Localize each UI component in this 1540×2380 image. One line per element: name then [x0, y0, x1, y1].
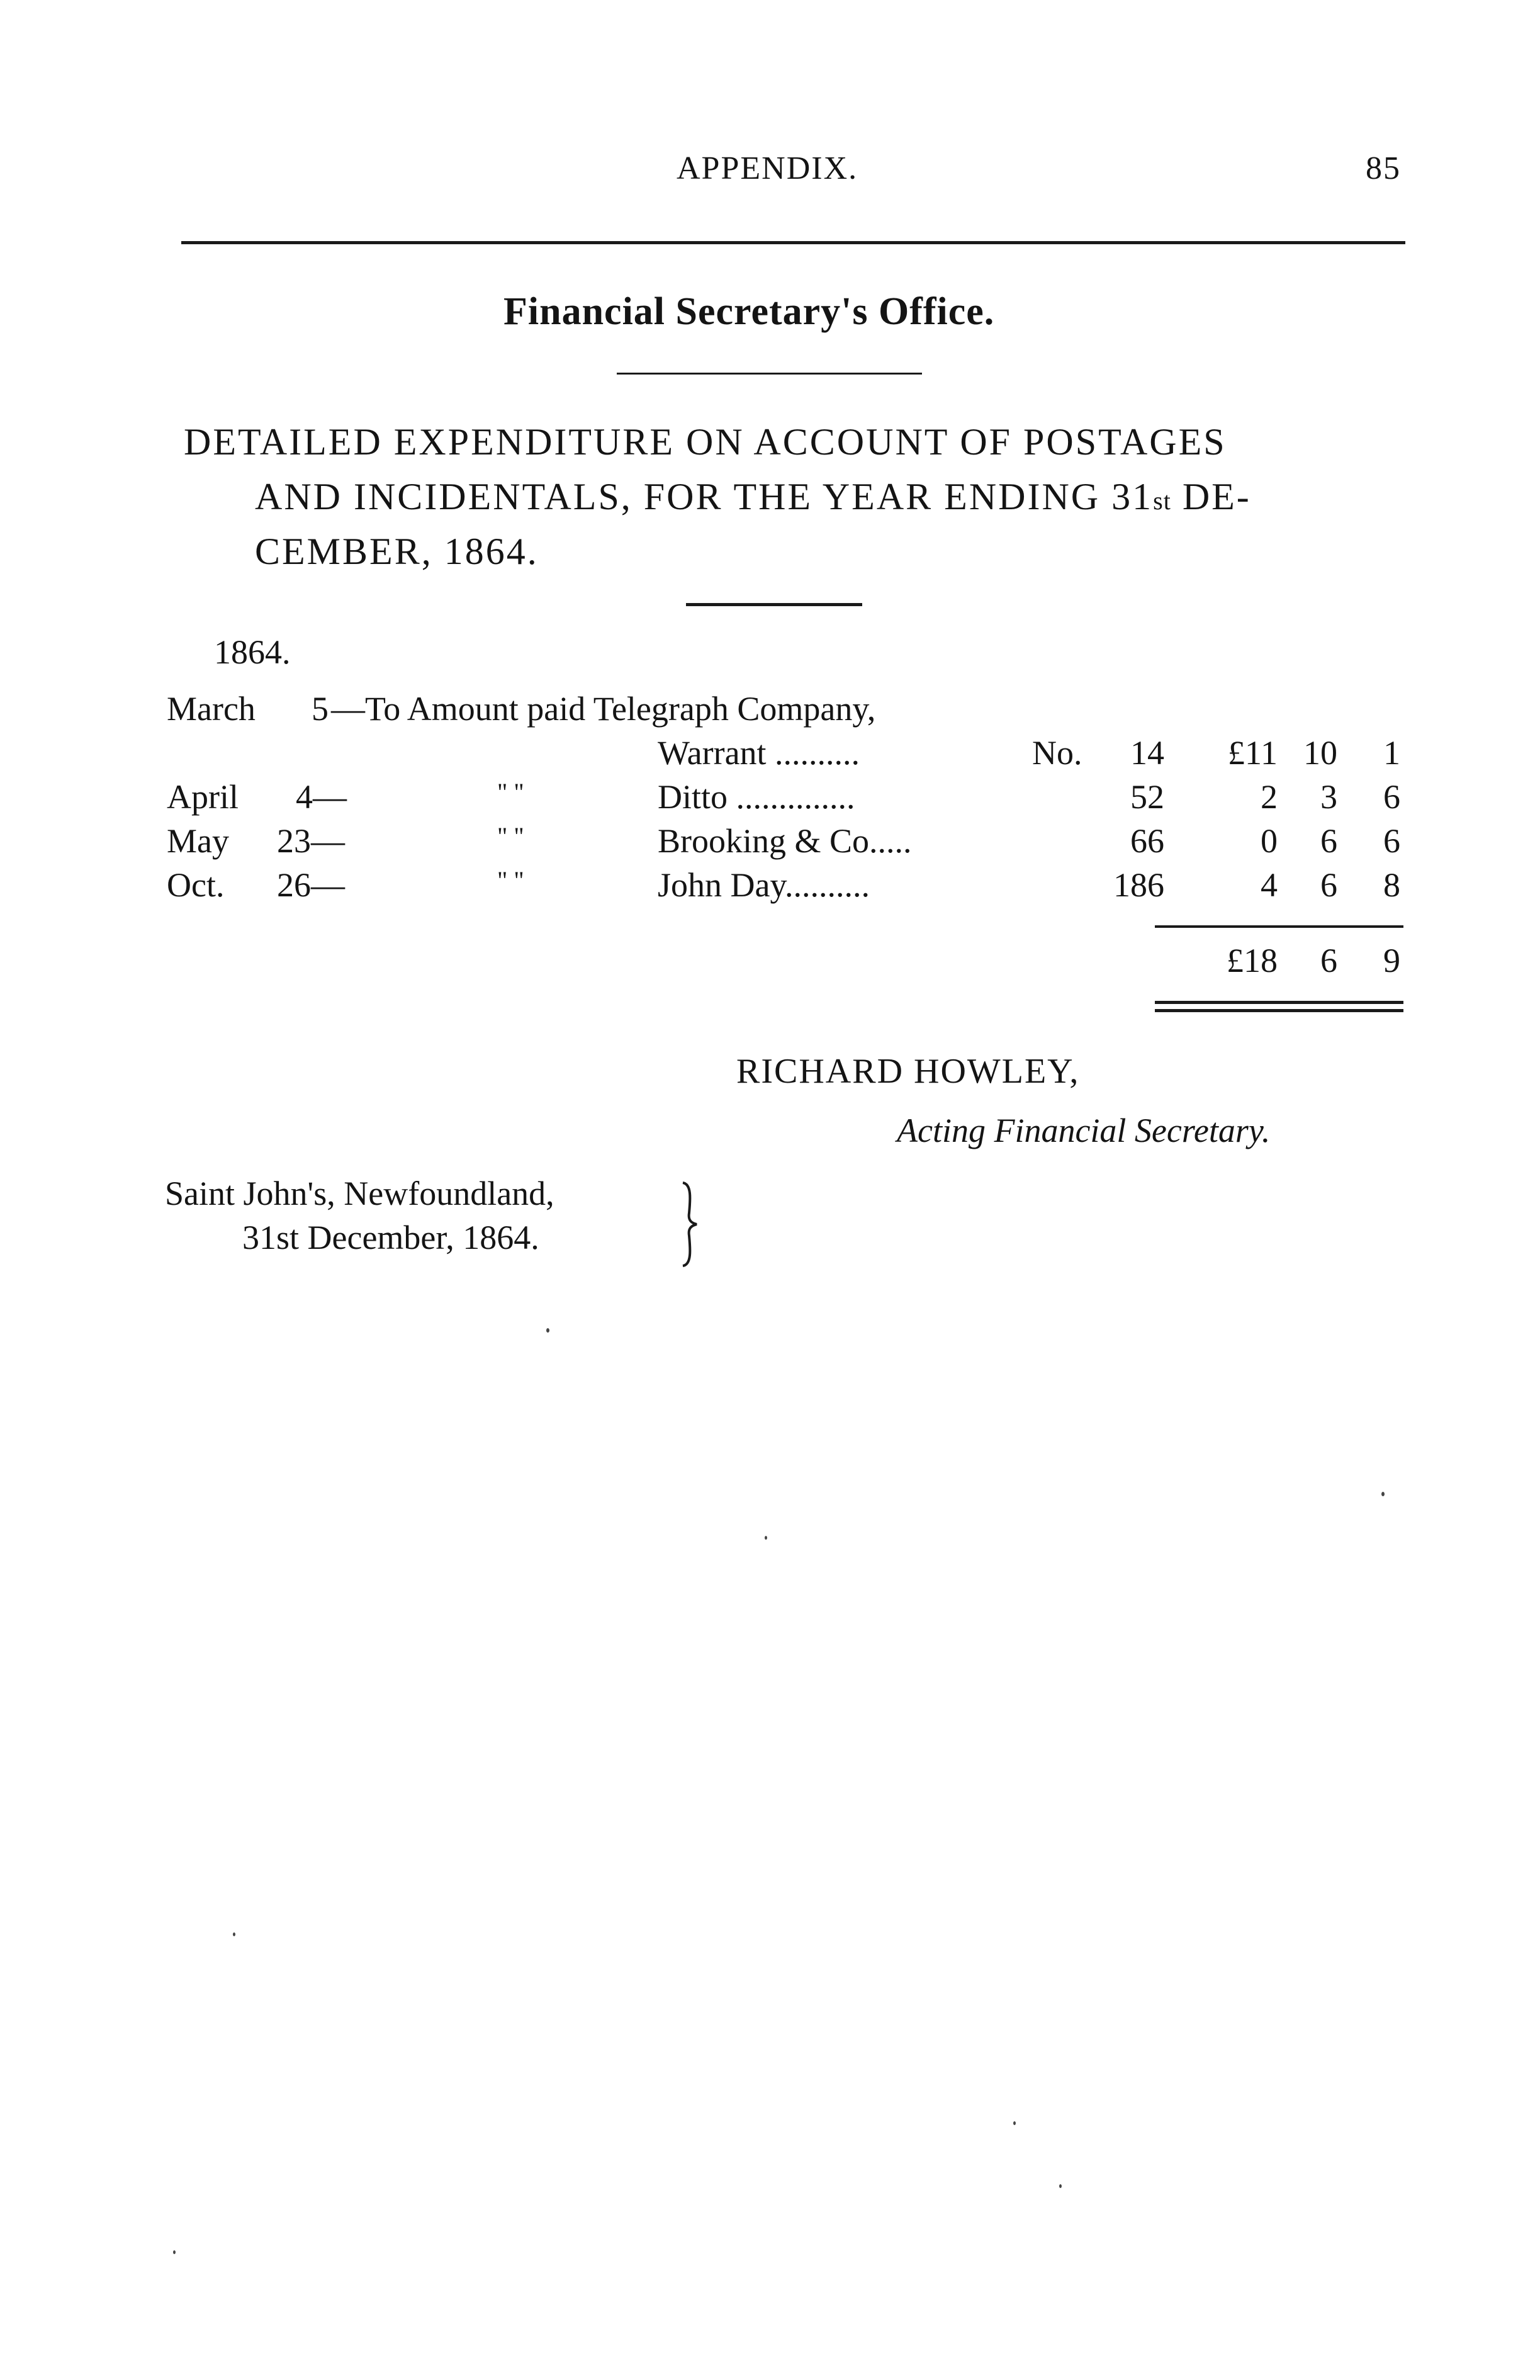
entry-2-payee: Ditto .............. — [658, 778, 855, 816]
title-rule — [686, 603, 862, 606]
entry-1-date-month: March — [167, 690, 256, 728]
entry-2-warrant-no: 52 — [1130, 778, 1164, 816]
date-line: 31st December, 1864. — [242, 1219, 539, 1256]
statement-title-line3: CEMBER, 1864. — [255, 531, 539, 572]
entry-1-shillings: 10 — [1303, 734, 1337, 772]
total-shillings: 6 — [1320, 942, 1337, 979]
entry-4-date-day: 26— — [277, 866, 345, 904]
entry-3-pence: 6 — [1383, 822, 1400, 860]
entry-2-pence: 6 — [1383, 778, 1400, 816]
paper-speck — [765, 1536, 767, 1540]
statement-title-line2-end: DE- — [1171, 476, 1251, 517]
entry-1-no-prefix: No. — [1032, 734, 1082, 772]
office-rule — [617, 373, 922, 375]
total-pence: 9 — [1383, 942, 1400, 979]
paper-speck — [233, 1932, 235, 1936]
entry-4-payee: John Day.......... — [658, 866, 870, 904]
total-pounds: £18 — [1227, 942, 1278, 979]
header-rule — [181, 241, 1405, 244]
signature-title: Acting Financial Secretary. — [897, 1112, 1271, 1149]
statement-title-superscript: st — [1153, 487, 1171, 515]
entry-1-date-day: 5 — [312, 690, 329, 728]
entry-4-pence: 8 — [1383, 866, 1400, 904]
entry-3-shillings: 6 — [1320, 822, 1337, 860]
entry-2-shillings: 3 — [1320, 778, 1337, 816]
running-title: APPENDIX. — [677, 150, 858, 186]
total-double-rule-2 — [1155, 1009, 1403, 1012]
entry-3-pounds: 0 — [1261, 822, 1278, 860]
entry-1-pence: 1 — [1383, 734, 1400, 772]
paper-speck — [546, 1328, 549, 1333]
year-heading: 1864. — [214, 633, 291, 671]
entry-1-warrant-no: 14 — [1130, 734, 1164, 772]
statement-title-line2-text: AND INCIDENTALS, FOR THE YEAR ENDING 31 — [255, 476, 1154, 517]
total-top-rule — [1155, 925, 1403, 928]
paper-speck — [173, 2250, 176, 2254]
total-double-rule-1 — [1155, 1001, 1403, 1004]
entry-1-payee: Warrant .......... — [658, 734, 860, 772]
entry-3-payee: Brooking & Co..... — [658, 822, 912, 860]
entry-4-pounds: 4 — [1261, 866, 1278, 904]
entry-3-warrant-no: 66 — [1130, 822, 1164, 860]
statement-title-line2 — [255, 475, 1251, 519]
paper-speck — [1013, 2121, 1016, 2125]
entry-3-ditto-marks: " " — [497, 822, 524, 850]
page-number: 85 — [1366, 150, 1401, 186]
brace-icon — [677, 1180, 702, 1268]
entry-4-shillings: 6 — [1320, 866, 1337, 904]
office-heading: Financial Secretary's Office. — [503, 290, 995, 333]
entry-3-date-day: 23— — [277, 822, 345, 860]
entry-1-description: —To Amount paid Telegraph Company, — [331, 690, 876, 728]
entry-3-date-month: May — [167, 822, 229, 860]
entry-1-pounds: £11 — [1228, 734, 1278, 772]
entry-4-ditto-marks: " " — [497, 866, 524, 894]
entry-2-ditto-marks: " " — [497, 778, 524, 806]
statement-title-line1: DETAILED EXPENDITURE ON ACCOUNT OF POSTAGES — [184, 421, 1227, 463]
paper-speck — [1381, 1492, 1385, 1496]
paper-speck — [1059, 2184, 1062, 2188]
entry-2-date-day: 4— — [296, 778, 347, 816]
entry-2-pounds: 2 — [1261, 778, 1278, 816]
signature-name: RICHARD HOWLEY, — [736, 1052, 1080, 1091]
place-line: Saint John's, Newfoundland, — [165, 1175, 554, 1212]
entry-4-date-month: Oct. — [167, 866, 225, 904]
entry-4-warrant-no: 186 — [1113, 866, 1164, 904]
entry-2-date-month: April — [167, 778, 239, 816]
